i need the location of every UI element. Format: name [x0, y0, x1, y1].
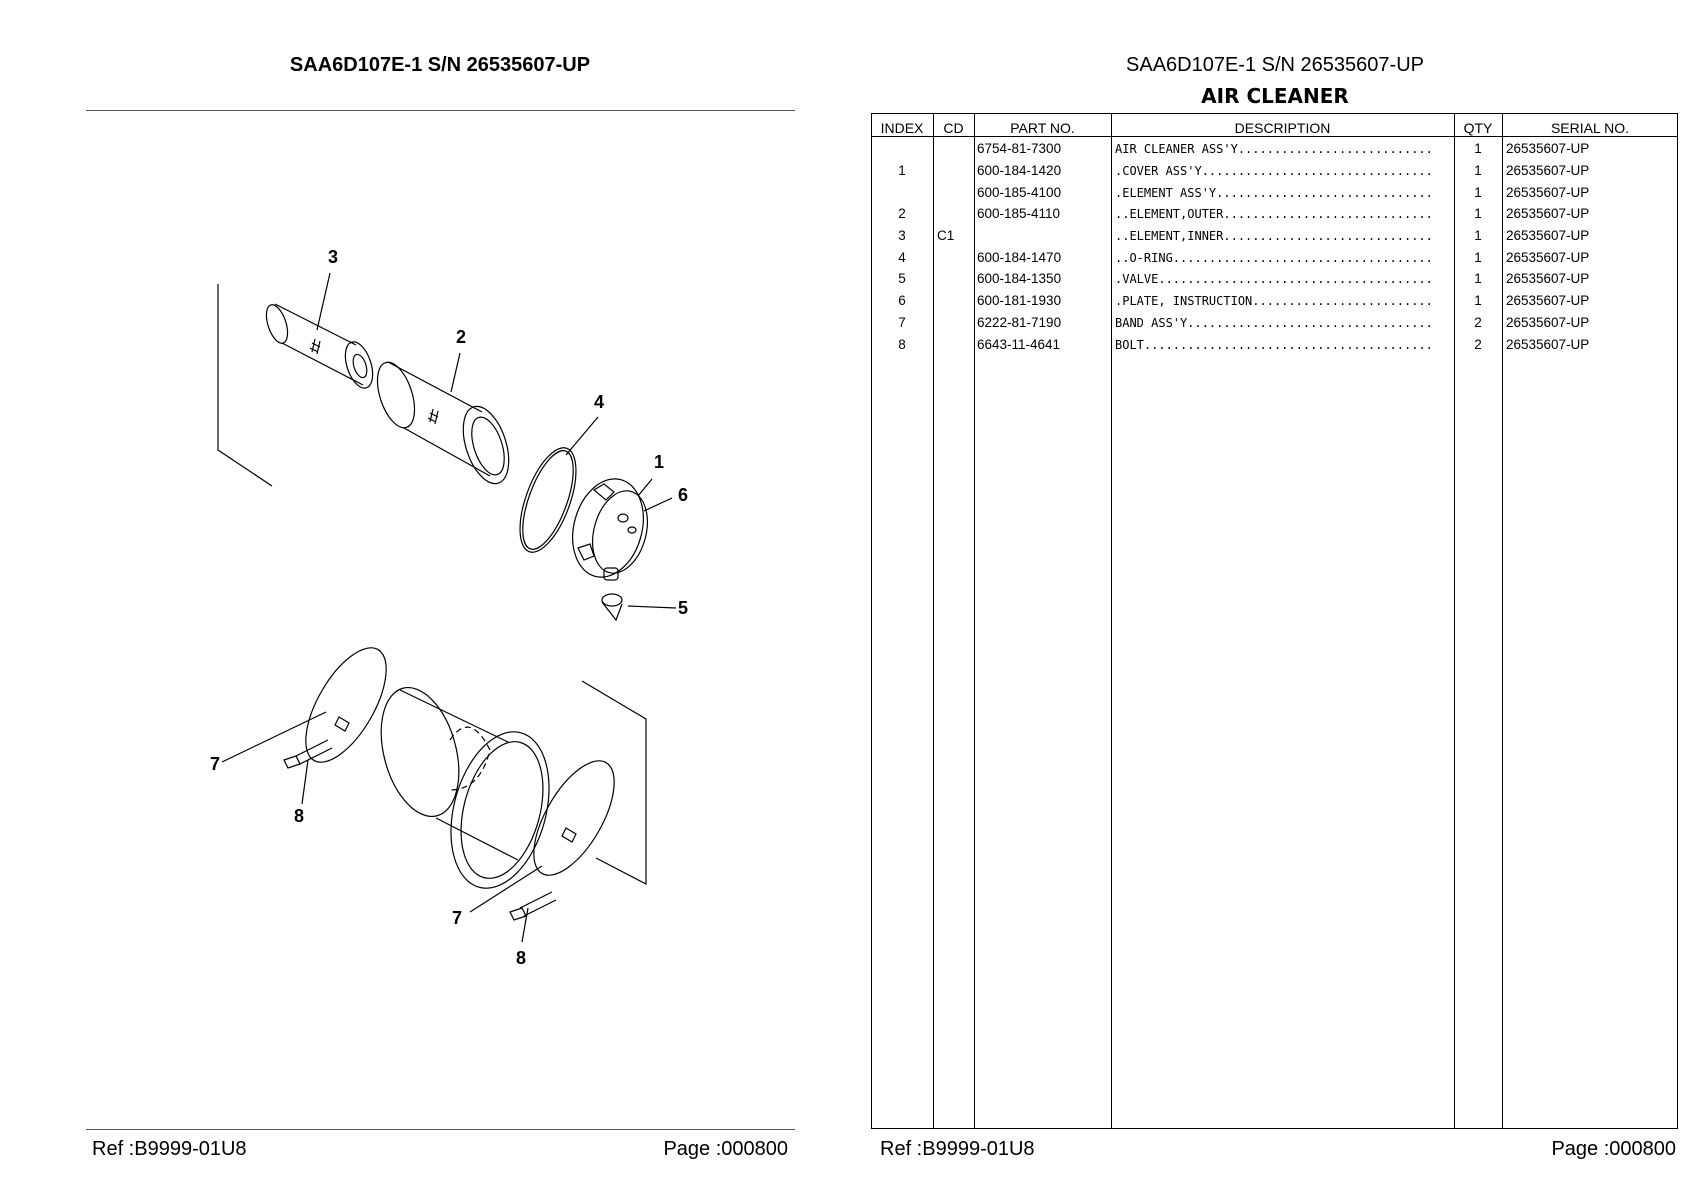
left-ref: Ref :B9999-01U8: [92, 1138, 247, 1160]
row-serial-no: 26535607-UP: [1506, 185, 1590, 200]
callout-6: 6: [678, 485, 689, 505]
col-divider: [933, 113, 934, 1129]
row-description: BOLT........................................: [1115, 338, 1433, 352]
row-description: .COVER ASS'Y................................: [1115, 164, 1433, 178]
row-index: 8: [898, 337, 906, 352]
col-divider: [1502, 113, 1503, 1129]
row-serial-no: 26535607-UP: [1506, 293, 1590, 308]
row-qty: 1: [1474, 163, 1482, 178]
col-header-cd: CD: [943, 120, 964, 136]
col-header-description: DESCRIPTION: [1234, 120, 1331, 136]
row-qty: 1: [1474, 206, 1482, 221]
row-part-no: 600-181-1930: [977, 293, 1062, 308]
col-header-qty: QTY: [1463, 120, 1493, 136]
row-part-no: 6754-81-7300: [977, 141, 1062, 156]
row-serial-no: 26535607-UP: [1506, 163, 1590, 178]
right-ref: Ref :B9999-01U8: [880, 1138, 1035, 1160]
row-part-no: 600-184-1350: [977, 271, 1062, 286]
row-description: ..ELEMENT,INNER.............................: [1115, 229, 1433, 243]
row-description: .VALVE......................................: [1115, 272, 1433, 286]
row-description: .PLATE, INSTRUCTION.........................: [1115, 294, 1433, 308]
callout-4: 4: [594, 392, 605, 412]
row-description: ..ELEMENT,OUTER.............................: [1115, 207, 1433, 221]
row-index: 3: [898, 228, 906, 243]
callout-7-lower: 7: [452, 908, 463, 928]
callout-5: 5: [678, 598, 689, 618]
row-index: 2: [898, 206, 906, 221]
callout-8-upper: 8: [294, 806, 305, 826]
table-header-rule: [871, 136, 1678, 137]
row-serial-no: 26535607-UP: [1506, 141, 1590, 156]
row-description: BAND ASS'Y..................................: [1115, 316, 1433, 330]
row-index: 6: [898, 293, 906, 308]
col-divider: [1111, 113, 1112, 1129]
row-part-no: 600-185-4110: [977, 206, 1061, 221]
row-serial-no: 26535607-UP: [1506, 337, 1590, 352]
col-header-index: INDEX: [880, 120, 924, 136]
row-serial-no: 26535607-UP: [1506, 228, 1590, 243]
row-description: ..O-RING....................................: [1115, 251, 1433, 265]
row-qty: 1: [1474, 271, 1482, 286]
row-description: .ELEMENT ASS'Y..............................: [1115, 186, 1433, 200]
section-title: AIR CLEANER: [1201, 84, 1349, 108]
callout-1: 1: [654, 452, 665, 472]
row-qty: 1: [1474, 293, 1482, 308]
row-qty: 1: [1474, 250, 1482, 265]
col-header-part-no: PART NO.: [1010, 120, 1075, 136]
row-description: AIR CLEANER ASS'Y...........................: [1115, 142, 1433, 156]
col-divider: [974, 113, 975, 1129]
row-part-no: 600-184-1420: [977, 163, 1062, 178]
row-index: 4: [898, 250, 906, 265]
callout-7-upper: 7: [210, 754, 221, 774]
row-qty: 1: [1474, 228, 1482, 243]
callout-3: 3: [328, 247, 339, 267]
right-page-title: SAA6D107E-1 S/N 26535607-UP: [1126, 54, 1424, 76]
row-part-no: 6222-81-7190: [977, 315, 1062, 330]
row-qty: 1: [1474, 141, 1482, 156]
row-qty: 1: [1474, 185, 1482, 200]
row-serial-no: 26535607-UP: [1506, 206, 1590, 221]
callout-8-lower: 8: [516, 948, 527, 968]
left-page-number: Page :000800: [663, 1138, 788, 1160]
row-qty: 2: [1474, 315, 1482, 330]
row-part-no: 600-184-1470: [977, 250, 1062, 265]
row-serial-no: 26535607-UP: [1506, 315, 1590, 330]
right-page-number: Page :000800: [1551, 1138, 1676, 1160]
row-part-no: 6643-11-4641: [977, 337, 1061, 352]
callout-2: 2: [456, 327, 467, 347]
row-part-no: 600-185-4100: [977, 185, 1062, 200]
left-page-title: SAA6D107E-1 S/N 26535607-UP: [289, 54, 591, 76]
row-serial-no: 26535607-UP: [1506, 250, 1590, 265]
row-index: 1: [898, 163, 906, 178]
row-index: 5: [898, 271, 906, 286]
row-serial-no: 26535607-UP: [1506, 271, 1590, 286]
row-cd: C1: [937, 228, 955, 243]
row-index: 7: [898, 315, 906, 330]
row-qty: 2: [1474, 337, 1482, 352]
col-header-serial-no: SERIAL NO.: [1550, 120, 1630, 136]
